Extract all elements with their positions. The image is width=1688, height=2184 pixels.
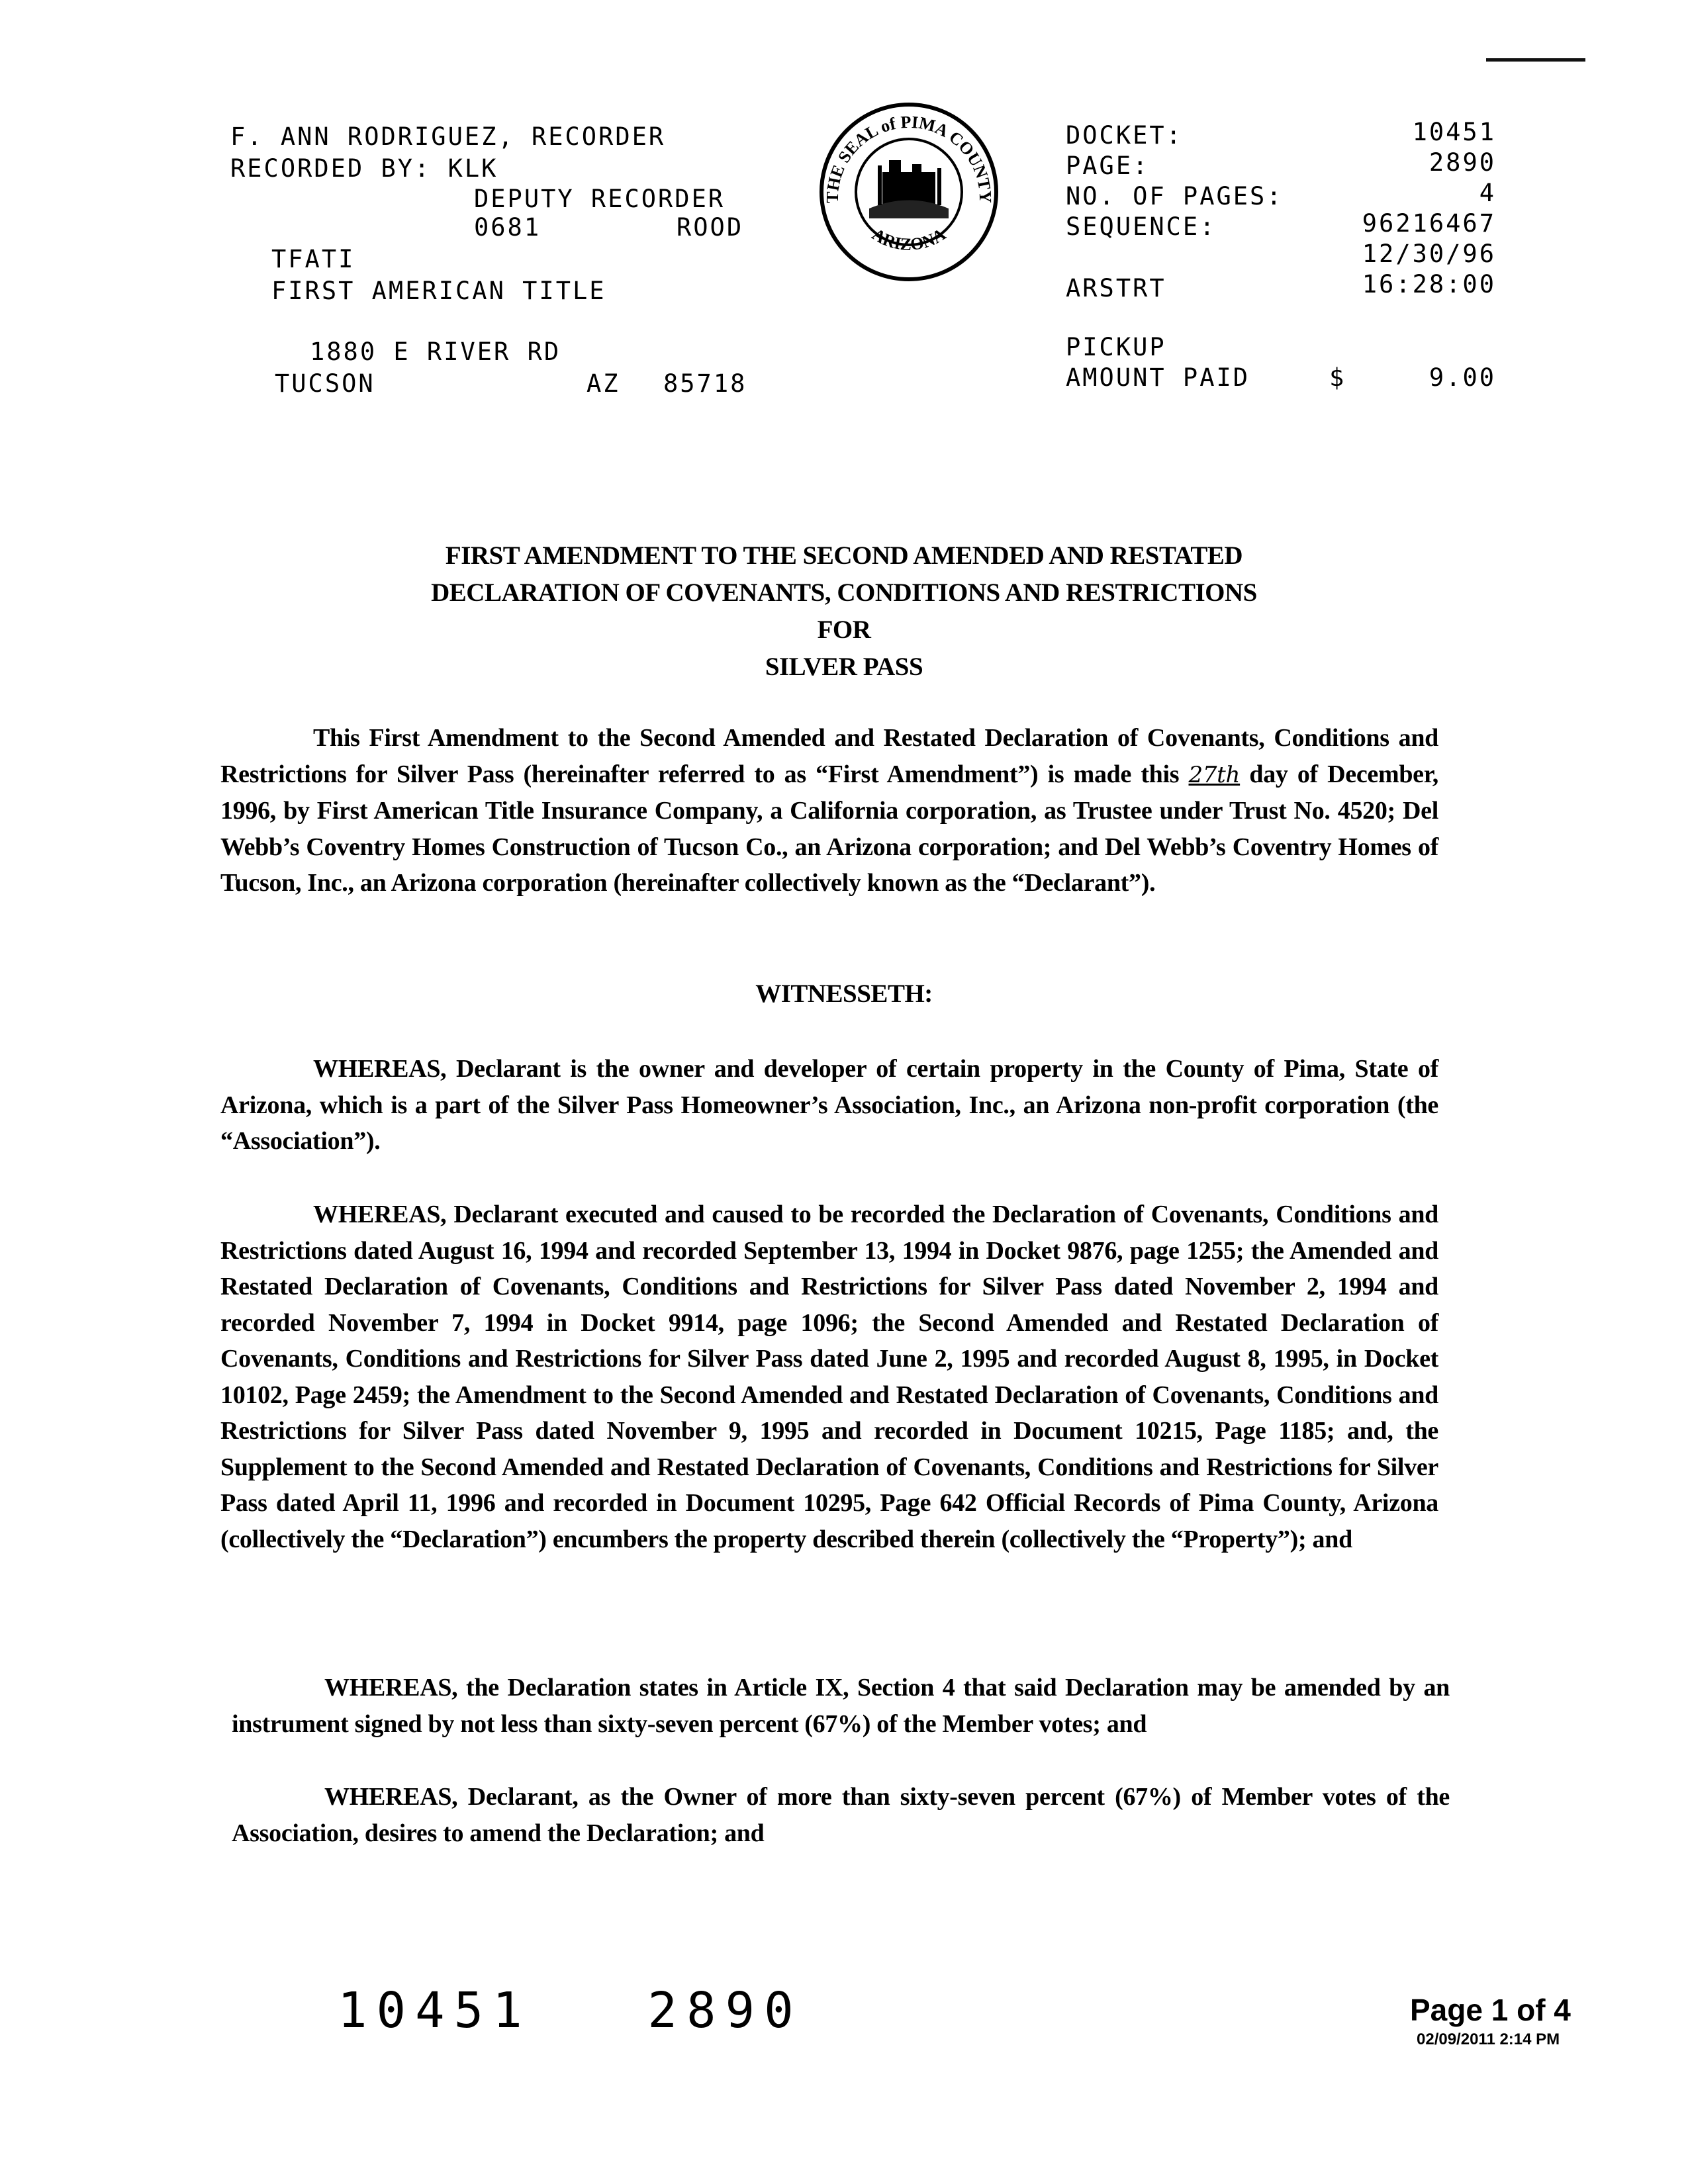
party-code: TFATI bbox=[271, 245, 355, 273]
city: TUCSON bbox=[275, 369, 375, 398]
intro-paragraph bbox=[220, 720, 1438, 901]
company-name: FIRST AMERICAN TITLE bbox=[271, 277, 606, 305]
sequence-value: 96216467 bbox=[1362, 209, 1496, 238]
num-pages-label: NO. OF PAGES: bbox=[1066, 182, 1284, 210]
whereas-clause-2: WHEREAS, Declarant executed and caused to be recorded the Declaration of Covenants, Conditions and Restrictions dated August 16, 1994 and recorded September 13, 1994 in Docket 9876, page 1255; the Amended and Restated Declaration of Covenants, Conditions and Restrictions for Silver Pass dated November 2, 1994 and recorded November 7, 1994 in Docket 9914, page 1096; the Second Amended and Restated Declaration of Covenants, Conditions and Restrictions for Silver Pass dated June 2, 1995 and recorded August 8, 1995, in Docket 10102, Page 2459; the Amendment to the Second Amended and Restated Declaration of Covenants, Conditions and Restrictions for Silver Pass dated November 9, 1995 and recorded in Document 10215, Page 1185; and, the Supplement to the Second Amended and Restated Declaration of Covenants, Conditions and Restrictions for Silver Pass dated April 11, 1996 and recorded in Document 10295, Page 642 Official Records of Pima County, Arizona (collectively the “Declaration”) encumbers the property described therein (collectively the “Property”); and bbox=[220, 1201, 1438, 1553]
handwritten-day: 27th bbox=[1188, 761, 1241, 788]
amount-paid-label: AMOUNT PAID bbox=[1066, 363, 1250, 392]
seal-emblem bbox=[869, 160, 949, 218]
page-value: 2890 bbox=[1429, 148, 1496, 177]
code-right: ROOD bbox=[677, 213, 744, 242]
whereas-clause-4: WHEREAS, Declarant, as the Owner of more than sixty-seven percent (67%) of Member votes of the Association, desires to amend the Declaration; and bbox=[232, 1783, 1450, 1847]
seal-bottom-text: ARIZONA bbox=[868, 224, 949, 254]
title-line-3: FOR bbox=[817, 615, 871, 644]
state: AZ bbox=[586, 369, 620, 398]
record-time: 16:28:00 bbox=[1362, 270, 1496, 298]
recorded-by: RECORDED BY: KLK bbox=[230, 154, 498, 183]
street-address: 1880 E RIVER RD bbox=[310, 338, 561, 366]
title-line-4: SILVER PASS bbox=[765, 653, 923, 681]
footer-docket-page bbox=[338, 1982, 803, 2039]
num-pages-value: 4 bbox=[1479, 179, 1496, 207]
docket-value: 10451 bbox=[1412, 118, 1496, 146]
title-line-2: DECLARATION OF COVENANTS, CONDITIONS AND RESTRICTIONS bbox=[431, 578, 1257, 607]
footer-docket: 10451 bbox=[338, 1982, 532, 2039]
amount-currency: $ bbox=[1329, 363, 1346, 392]
footer-page: 2890 bbox=[647, 1982, 803, 2039]
intro-part-1: This First Amendment to the Second Amended and Restated Declaration of Covenants, Conditions and Restrictions for Silver Pass (hereinafter referred to as “First Amendment”) is made this bbox=[220, 724, 1438, 788]
amount-paid-value: 9.00 bbox=[1429, 363, 1496, 392]
title-line-1: FIRST AMENDMENT TO THE SECOND AMENDED AND RESTATED bbox=[445, 541, 1243, 570]
print-timestamp: 02/09/2011 2:14 PM bbox=[1417, 2030, 1560, 2048]
docket-label: DOCKET: bbox=[1066, 121, 1183, 150]
page-of-label: Page 1 of 4 bbox=[1410, 1993, 1571, 2027]
pickup-label: PICKUP bbox=[1066, 333, 1166, 361]
witnesseth-heading: WITNESSETH: bbox=[755, 979, 933, 1008]
sequence-label: SEQUENCE: bbox=[1066, 212, 1217, 241]
deputy-recorder: DEPUTY RECORDER bbox=[474, 185, 726, 213]
record-date: 12/30/96 bbox=[1362, 240, 1496, 268]
seal-top-text: THE SEAL of PIMA COUNTY bbox=[822, 112, 996, 204]
arstrt-label: ARSTRT bbox=[1066, 274, 1166, 302]
page-label: PAGE: bbox=[1066, 152, 1150, 180]
top-right-rule bbox=[1486, 58, 1585, 62]
pima-county-seal bbox=[813, 99, 1005, 285]
whereas-clause-3: WHEREAS, the Declaration states in Article IX, Section 4 that said Declaration may be amended by an instrument signed by not less than sixty-seven percent (67%) of the Member votes; and bbox=[232, 1674, 1450, 1738]
intro-part-2: day of December, 1996, by First American Title Insurance Company, a California corporation, as Trustee under Trust No. 4520; Del Webb’s Coventry Homes Construction of Tucson Co., an Arizona corporation; and Del Webb’s Coventry Homes of Tucson, Inc., an Arizona corporation (hereinafter collectively known as the “Declarant”). bbox=[220, 760, 1439, 897]
whereas-clause-1: WHEREAS, Declarant is the owner and developer of certain property in the County of Pima, State of Arizona, which is a part of the Silver Pass Homeowner’s Association, Inc., an Arizona non-profit corporation (the “Association”). bbox=[220, 1055, 1438, 1155]
zip: 85718 bbox=[663, 369, 747, 398]
code-left: 0681 bbox=[474, 213, 541, 242]
recorder-name: F. ANN RODRIGUEZ, RECORDER bbox=[230, 122, 666, 151]
